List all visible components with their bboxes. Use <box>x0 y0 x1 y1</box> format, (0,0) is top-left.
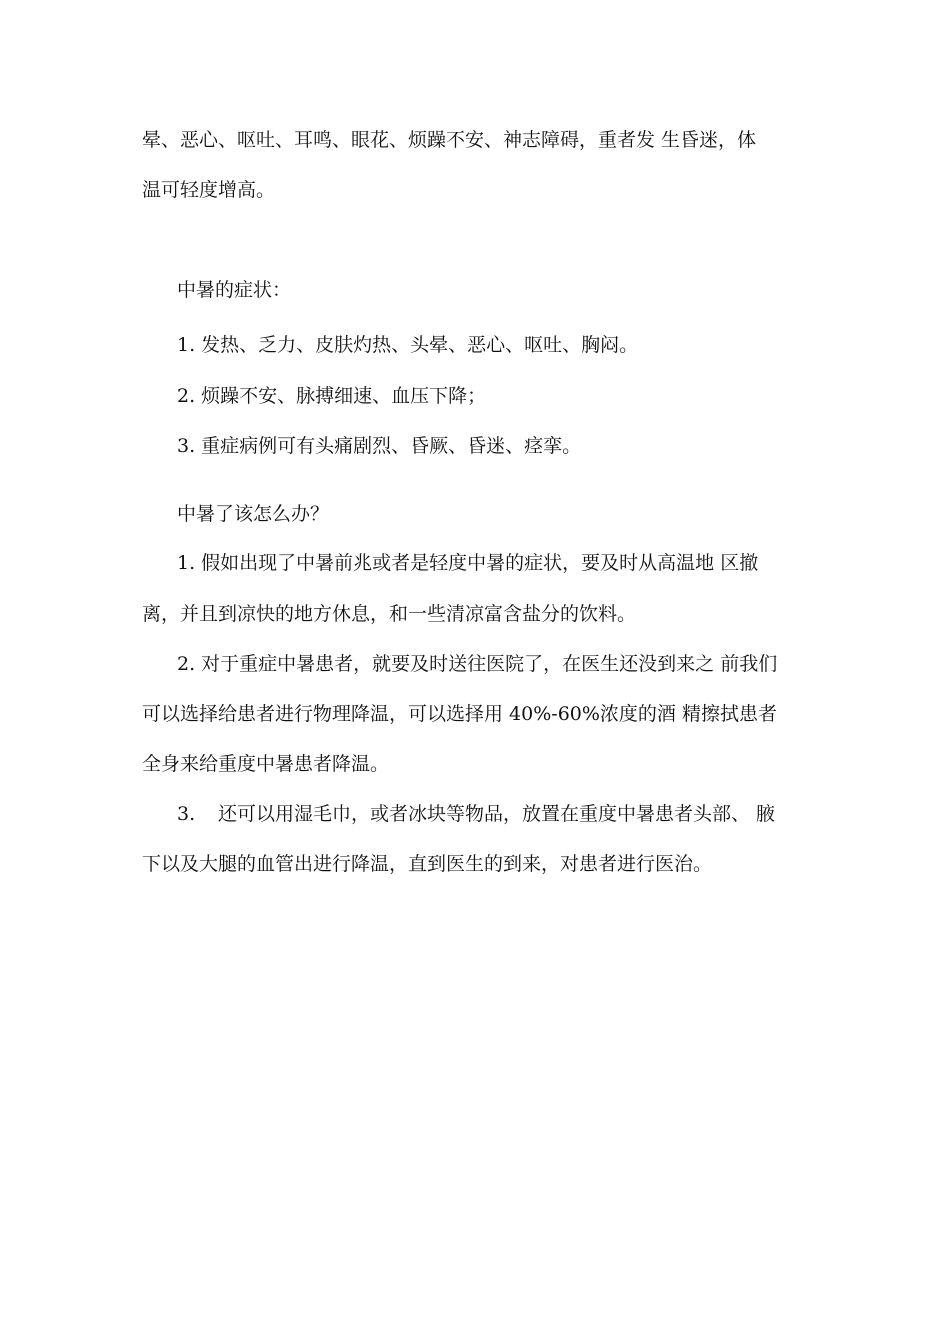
intro-line-1: 晕、恶心、呕吐、耳鸣、眼花、烦躁不安、神志障碍，重者发 生昏迷，体 <box>142 129 757 151</box>
symptom-item-3: 3. 重症病例可有头痛剧烈、昏厥、昏迷、痉挛。 <box>177 435 582 457</box>
intro-line-2: 温可轻度增高。 <box>142 179 276 201</box>
action-3-line-2: 下以及大腿的血管出进行降温，直到医生的到来，对患者进行医治。 <box>142 853 713 875</box>
action-1-line-1: 1. 假如出现了中暑前兆或者是轻度中暑的症状，要及时从高温地 区撤 <box>177 552 759 574</box>
action-2-line-3: 全身来给重度中暑患者降温。 <box>142 753 390 775</box>
symptom-item-2: 2. 烦躁不安、脉搏细速、血压下降； <box>177 385 487 407</box>
action-3-line-1: 还可以用湿毛巾，或者冰块等物品，放置在重度中暑患者头部、 腋 <box>218 803 776 825</box>
action-1-line-2: 离，并且到凉快的地方休息，和一些清凉富含盐分的饮料。 <box>142 603 637 625</box>
action-3-number: 3. <box>177 803 196 825</box>
symptoms-heading: 中暑的症状： <box>177 279 292 301</box>
action-2-line-2: 可以选择给患者进行物理降温，可以选择用 40%-60%浓度的酒 精擦拭患者 <box>142 703 777 725</box>
action-2-line-1: 2. 对于重症中暑患者，就要及时送往医院了，在医生还没到来之 前我们 <box>177 653 778 675</box>
symptom-item-1: 1. 发热、乏力、皮肤灼热、头晕、恶心、呕吐、胸闷。 <box>177 334 639 356</box>
actions-heading: 中暑了该怎么办？ <box>177 503 330 525</box>
